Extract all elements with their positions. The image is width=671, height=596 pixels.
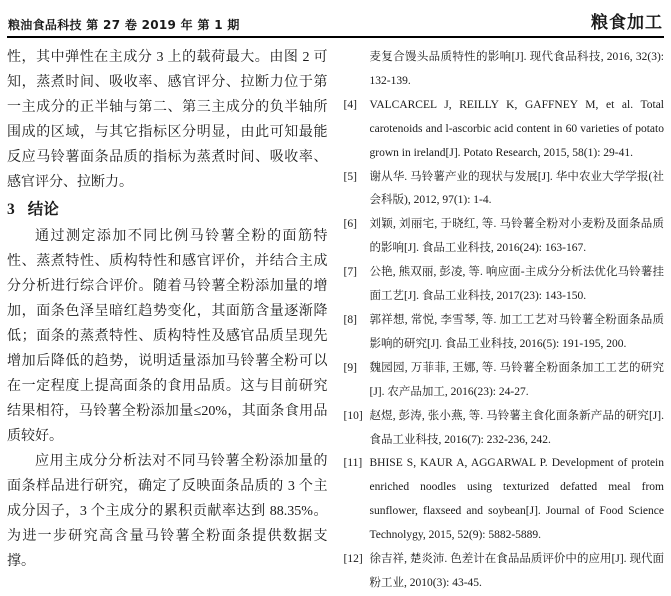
reference-text: 谢从华. 马铃薯产业的现状与发展[J]. 华中农业大学学报(社会科版), 2012, 97(1): 1-4.: [369, 170, 664, 207]
reference-number: [12]: [343, 553, 363, 566]
reference-text: 徐吉祥, 楚炎沛. 色差计在食品品质评价中的应用[J]. 现代面粉工业, 2010(3): 43-45.: [369, 553, 664, 589]
conclusion-heading: [7, 198, 328, 222]
reference-item: [344, 94, 665, 166]
body-paragraph-continuation: 性，其中弹性在主成分 3 上的载荷最大。由图 2 可知，蒸煮时间、吸收率、感官评分、拉断力位于第一主成分的正半轴与第二、第三主成分的负半轴所围成的区域，与其它指标区分明显，由此可知最能反应马铃薯面条品质的指标为蒸煮时间、吸收率、感官评分、拉断力。: [7, 50, 328, 190]
reference-text: BHISE S, KAUR A, AGGARWAL P. Development of protein enriched noodles using texturized defatted meal from sunflower, flaxseed and soybean[J]. Journal of Food Science Technolygy, 2015, 52(9): 5882-5889.: [369, 457, 664, 542]
reference-number: [6]: [343, 218, 357, 231]
conclusion-heading-title: 结论: [27, 201, 59, 218]
conclusion-paragraph-2: 应用主成分分析法对不同马铃薯全粉添加量的面条样品进行研究，确定了反映面条品质的 3 个主成分因子，3 个主成分的累积贡献率达到 88.35%。为进一步研究高含量马铃薯全粉面条提供数据支撑。: [7, 454, 328, 569]
reference-text: 魏园园, 万菲菲, 王娜, 等. 马铃薯全粉面条加工工艺的研究[J]. 农产品加工, 2016(23): 24-27.: [369, 361, 664, 398]
reference-text: 郭祥想, 常悦, 李雪琴, 等. 加工工艺对马铃薯全粉面条品质影响的研究[J]. 食品工业科技, 2016(5): 191-195, 200.: [369, 313, 664, 350]
left-column: [7, 45, 328, 596]
reference-item: [344, 166, 665, 214]
conclusion-heading-number: 3: [7, 201, 15, 218]
reference-number: [11]: [343, 457, 363, 470]
reference-number: [7]: [343, 266, 357, 279]
reference-number: [344, 46, 370, 94]
section-label: 粮食加工: [591, 13, 663, 33]
reference-number: [10]: [343, 409, 363, 422]
reference-item: [344, 46, 665, 94]
journal-issue-info: 粮油食品科技 第 27 卷 2019 年 第 1 期: [8, 18, 240, 32]
reference-item: [344, 261, 665, 309]
references-column: [344, 45, 665, 596]
header-divider: [7, 36, 664, 38]
reference-item: [344, 405, 665, 453]
reference-text: 公艳, 熊双丽, 彭凌, 等. 响应面-主成分分析法优化马铃薯挂面工艺[J]. 食品工业科技, 2017(23): 143-150.: [369, 266, 664, 303]
reference-text: 麦复合馒头品质特性的影响[J]. 现代食品科技, 2016, 32(3): 132-139.: [369, 51, 664, 87]
reference-item: [344, 357, 665, 405]
reference-item: [344, 548, 665, 596]
reference-item: [344, 452, 665, 548]
reference-number: [8]: [343, 313, 357, 326]
reference-number: [4]: [343, 98, 357, 111]
two-column-body: [7, 45, 664, 596]
page-header: [7, 0, 664, 36]
reference-item: [344, 309, 665, 357]
reference-item: [344, 213, 665, 261]
reference-number: [9]: [343, 361, 357, 374]
reference-text: 刘颖, 刘丽宅, 于晓红, 等. 马铃薯全粉对小麦粉及面条品质的影响[J]. 食品工业科技, 2016(24): 163-167.: [369, 218, 664, 255]
conclusion-paragraph-1: 通过测定添加不同比例马铃薯全粉的面筋特性、蒸煮特性、质构特性和感官评价，并结合主成分分析进行综合评价。随着马铃薯全粉添加量的增加，面条色泽呈暗红趋势变化，其面筋含量逐渐降低；面条的蒸煮特性、质构特性及感官品质呈现先增加后降低的趋势，说明适量添加马铃薯全粉可以在一定程度上提高面条的食用品质。这与目前研究结果相符，马铃薯全粉添加量≤20%，其面条食用品质较好。: [7, 229, 328, 444]
reference-number: [5]: [343, 170, 357, 183]
reference-text: VALCARCEL J, REILLY K, GAFFNEY M, et al. Total carotenoids and l-ascorbic acid content in 60 varieties of potato grown in ireland[J]. Potato Research, 2015, 58(1): 29-41.: [369, 98, 664, 159]
reference-text: 赵煜, 彭涛, 张小燕, 等. 马铃薯主食化面条新产品的研究[J]. 食品工业科技, 2016(7): 232-236, 242.: [369, 409, 664, 446]
